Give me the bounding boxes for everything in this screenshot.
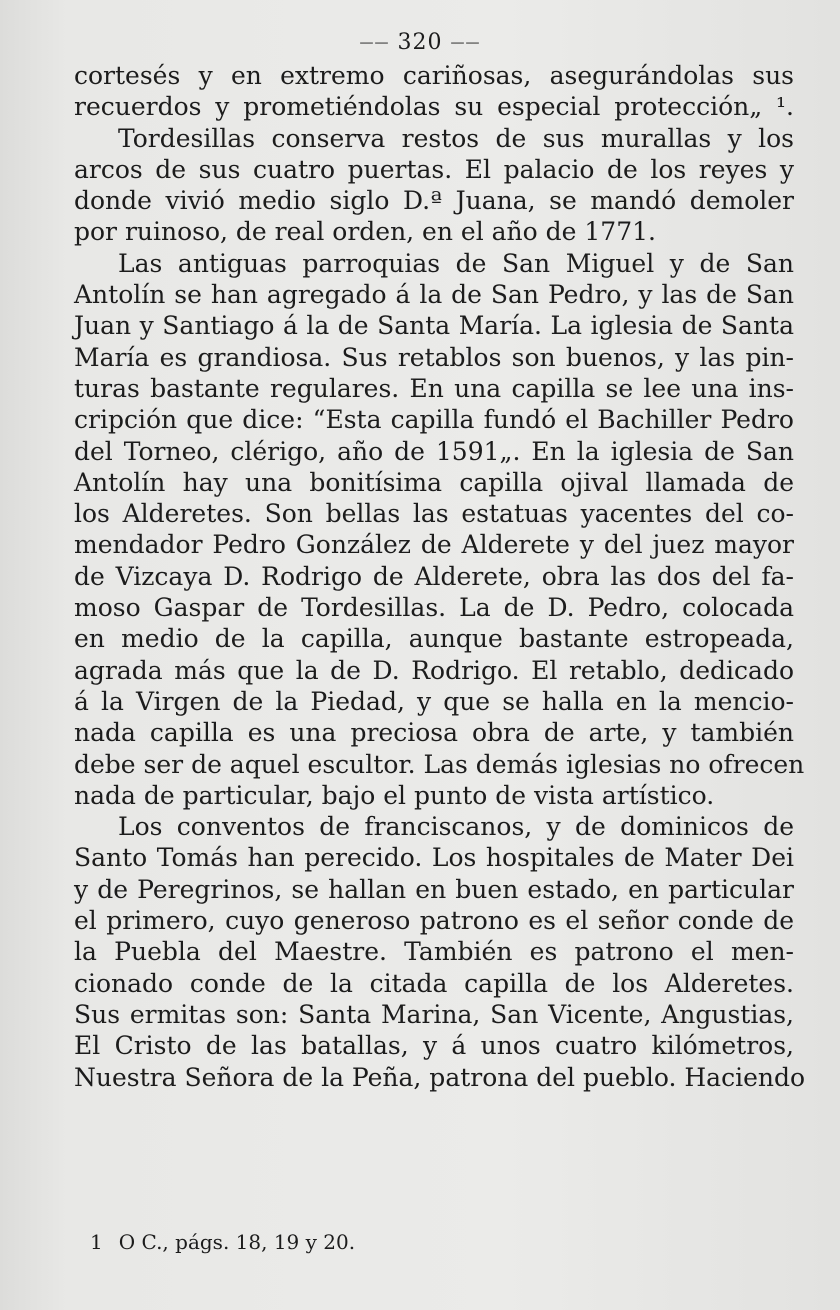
text-line: cortesés y en extremo cariñosas, asegurándolas sus [74,61,794,90]
text-line: por ruinoso, de real orden, en el año de 1771. [74,217,656,247]
text-line: agrada más que la de D. Rodrigo. El retablo, dedicado [74,655,794,685]
text-line: Santo Tomás han perecido. Los hospitales de Mater Dei [74,843,794,873]
text-line: cionado conde de la citada capilla de los Alderetes. [74,968,794,998]
text-line: María es grandiosa. Sus retablos son buenos, y las pin- [74,342,794,372]
footnote [90,1230,355,1254]
text-line: moso Gaspar de Tordesillas. La de D. Pedro, colocada [74,593,794,623]
text-line: cripción que dice: “Esta capilla fundó el Bachiller Pedro [74,405,794,435]
text-line: Nuestra Señora de la Peña, patrona del pueblo. Haciendo [74,1062,806,1092]
text-line: nada capilla es una preciosa obra de arte, y también [74,718,794,748]
text-line: en medio de la capilla, aunque bastante estropeada, [74,624,794,654]
text-line: de Vizcaya D. Rodrigo de Alderete, obra las dos del fa- [74,561,794,591]
text-line: Las antiguas parroquias de San Miguel y de San [118,248,794,278]
text-line: El Cristo de las batallas, y á unos cuatro kilómetros, [74,1031,794,1061]
text-line: turas bastante regulares. En una capilla se lee una ins- [74,373,794,403]
text-line: donde vivió medio siglo D.ª Juana, se mandó demoler [74,186,794,216]
text-line: Antolín se han agregado á la de San Pedro, y las de San [74,280,794,310]
text-line: la Puebla del Maestre. También es patrono el men- [74,937,794,967]
text-line: Antolín hay una bonitísima capilla ojival llamada de [74,467,794,497]
body-text [74,60,806,1093]
text-line: recuerdos y prometiéndolas su especial protección„ ¹. [74,92,794,122]
text-line: y de Peregrinos, se hallan en buen estado, en particular [74,874,794,904]
text-line: nada de particular, bajo el punto de vista artístico. [74,780,715,810]
footnote-text: O C., págs. 18, 19 y 20. [118,1230,356,1254]
text-line: debe ser de aquel escultor. Las demás iglesias no ofrecen [74,749,805,779]
text-line: Juan y Santiago á la de Santa María. La iglesia de Santa [74,311,794,341]
page-number: —— 320 —— [359,30,481,55]
text-line: Tordesillas conserva restos de sus murallas y los [118,123,794,153]
text-line: arcos de sus cuatro puertas. El palacio de los reyes y [74,154,794,184]
text-line: el primero, cuyo generoso patrono es el señor conde de [74,906,794,936]
text-line: á la Virgen de la Piedad, y que se halla en la mencio- [74,686,794,716]
text-line: Sus ermitas son: Santa Marina, San Vicente, Angustias, [74,999,794,1029]
text-line: mendador Pedro González de Alderete y del juez mayor [74,530,794,560]
text-line: del Torneo, clérigo, año de 1591„. En la iglesia de San [74,436,794,466]
text-line: Los conventos de franciscanos, y de dominicos de [118,812,794,842]
text-line: los Alderetes. Son bellas las estatuas yacentes del co- [74,499,794,529]
footnote-mark: 1 [90,1230,103,1254]
